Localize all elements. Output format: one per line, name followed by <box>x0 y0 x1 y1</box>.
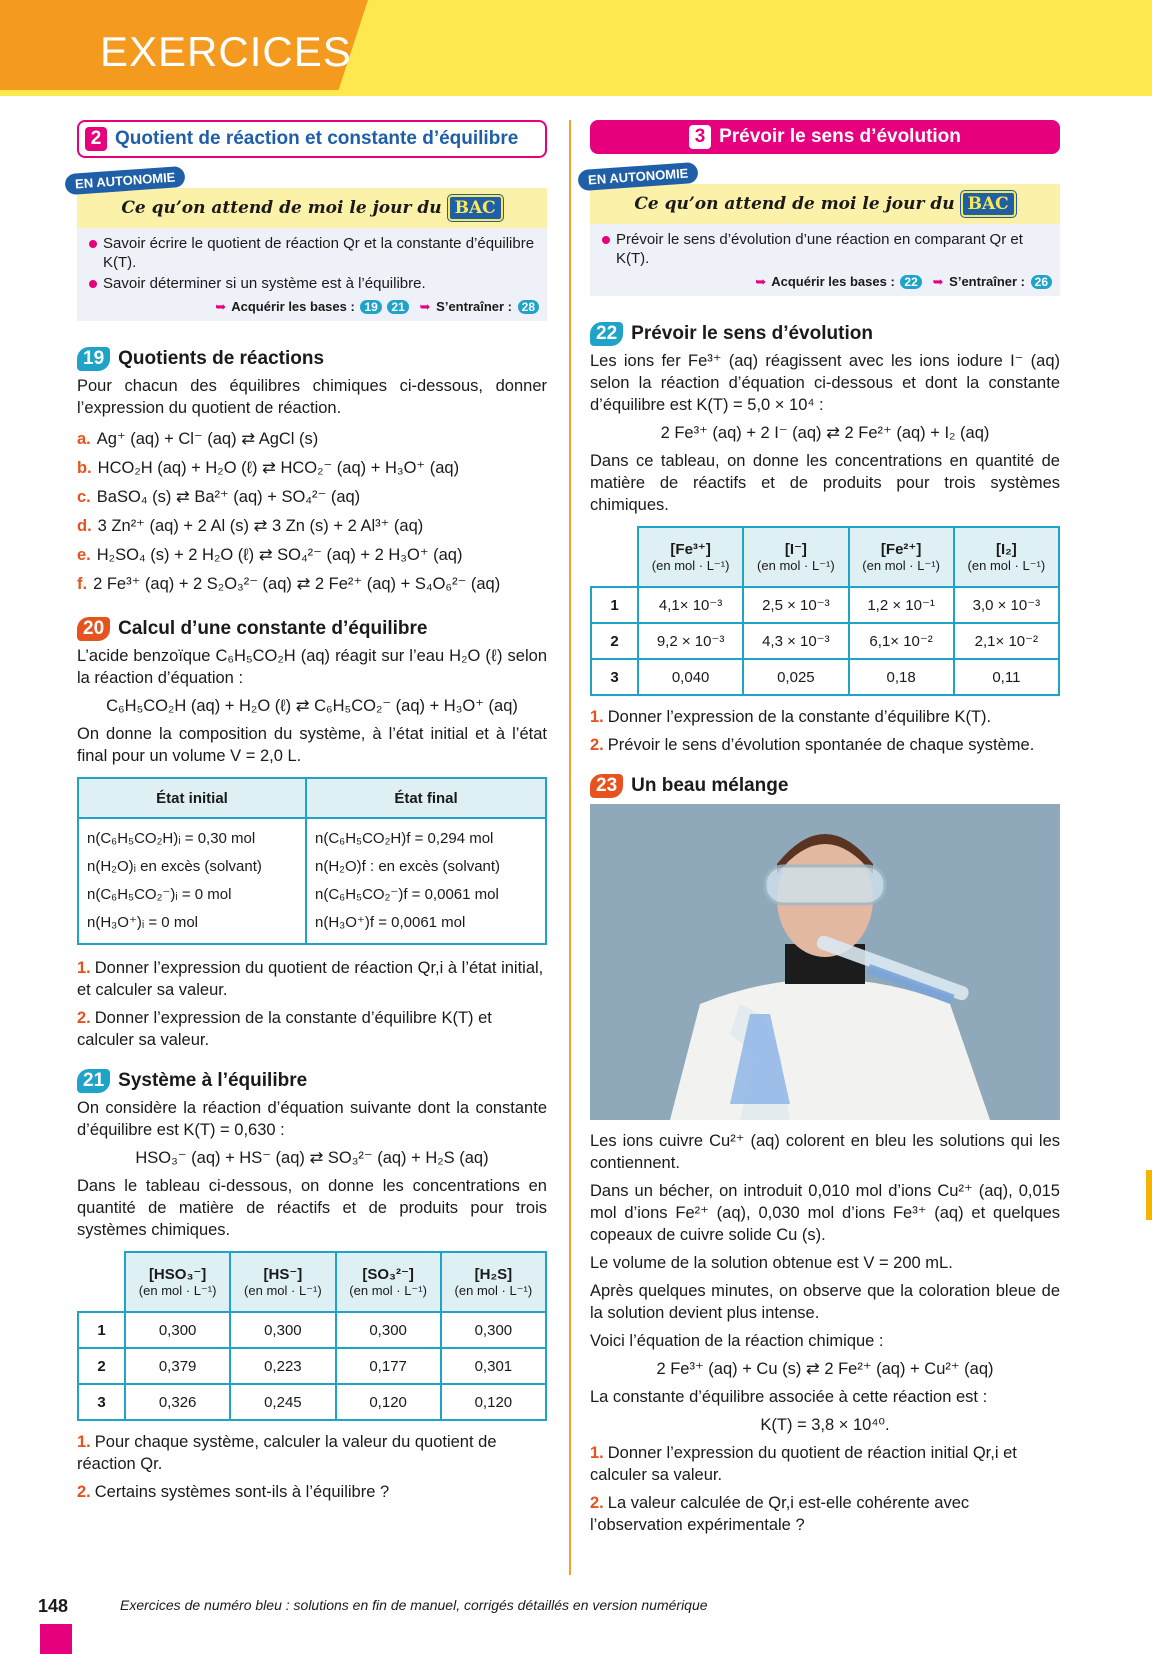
table-cell: 4,3 × 10⁻³ <box>743 623 848 659</box>
page-marker <box>40 1624 72 1654</box>
question-text: La valeur calculée de Qr,i est-elle cohérente avec l’observation expérimentale ? <box>590 1494 970 1534</box>
equation-item <box>77 454 547 483</box>
objectives-list <box>590 224 1060 274</box>
section-3-header <box>590 120 1060 154</box>
cell-line: n(H₃O⁺)ᵢ = 0 mol <box>87 914 198 931</box>
header-species: [H₂S] <box>474 1265 513 1283</box>
item-label: e. <box>77 546 91 564</box>
equation: HCO₂H (aq) + H₂O (ℓ) ⇄ HCO₂⁻ (aq) + H₃O⁺ (aq) <box>97 459 460 477</box>
table-header <box>954 527 1059 587</box>
question-number: 1. <box>590 1444 604 1462</box>
acquerir-label: Acquérir les bases : <box>231 299 355 314</box>
empty-corner <box>78 1252 125 1312</box>
table-row <box>591 623 1059 659</box>
table-cell: 0,300 <box>336 1312 441 1348</box>
exercise-text: Dans un bécher, on introduit 0,010 mol d’ions Cu²⁺ (aq), 0,015 mol d’ions Fe²⁺ (aq), 0,030 mol d’ions Fe³⁺ (aq) et quelques copeaux de cuivre solide Cu (s). <box>590 1182 1060 1244</box>
exercise-title: Système à l’équilibre <box>118 1070 308 1091</box>
table-cell: 0,300 <box>441 1312 546 1348</box>
equation-list <box>77 425 547 599</box>
ref-badge[interactable]: 21 <box>387 300 408 314</box>
section-number: 3 <box>689 125 711 149</box>
question-number: 1. <box>590 708 604 726</box>
row-id: 1 <box>78 1312 125 1348</box>
table-row <box>591 659 1059 695</box>
equation: Ag⁺ (aq) + Cl⁻ (aq) ⇄ AgCl (s) <box>96 430 319 448</box>
table-cell <box>78 818 306 944</box>
exercise-title: Prévoir le sens d’évolution <box>631 323 873 344</box>
question <box>77 1431 547 1475</box>
exercise-text: Dans ce tableau, on donne les concentrations en quantité de matière de réactifs et de produits pour trois systèmes chimiques. <box>590 452 1060 514</box>
cell-line: n(C₆H₅CO₂H)f = 0,294 mol <box>315 830 494 847</box>
edge-marker <box>1146 1170 1152 1220</box>
table-cell: 0,120 <box>336 1384 441 1420</box>
ref-badge[interactable]: 28 <box>518 300 539 314</box>
table-header <box>230 1252 335 1312</box>
objective-item: Savoir écrire le quotient de réaction Qr et la constante d’équilibre K(T). <box>89 234 535 272</box>
question-text: Pour chaque système, calculer la valeur du quotient de réaction Qr. <box>77 1433 497 1473</box>
question-number: 1. <box>77 959 91 977</box>
left-column <box>74 120 547 1509</box>
table-header <box>638 527 743 587</box>
cell-line: n(C₆H₅CO₂⁻)ᵢ = 0 mol <box>87 886 232 903</box>
question <box>77 957 547 1001</box>
header-unit: (en mol · L⁻¹) <box>757 558 835 573</box>
composition-table <box>77 777 547 945</box>
header-unit: (en mol · L⁻¹) <box>349 1283 427 1298</box>
page-number: 148 <box>38 1596 69 1616</box>
table-cell: 3,0 × 10⁻³ <box>954 587 1059 623</box>
table-cell <box>306 818 546 944</box>
equation-item <box>77 512 547 541</box>
expectation-banner <box>590 184 1060 224</box>
cell-line: n(H₂O)f : en excès (solvant) <box>315 858 501 875</box>
table-cell: 0,245 <box>230 1384 335 1420</box>
arrow-icon: ➥ <box>755 274 767 289</box>
table-cell: 0,326 <box>125 1384 230 1420</box>
question <box>77 1007 547 1051</box>
exercise-text: Dans le tableau ci-dessous, on donne les concentrations en quantité de matière de réactifs et de produits pour trois systèmes chimiques. <box>77 1177 547 1239</box>
table-cell: 9,2 × 10⁻³ <box>638 623 743 659</box>
autonomie-tag: EN AUTONOMIE <box>577 162 699 191</box>
item-label: b. <box>77 459 92 477</box>
table-cell: 0,040 <box>638 659 743 695</box>
exercise-intro: On considère la réaction d’équation suivante dont la constante d’équilibre est K(T) = 0,630 : <box>77 1099 547 1139</box>
section-title: Quotient de réaction et constante d’équilibre <box>115 128 519 149</box>
table-row <box>591 587 1059 623</box>
expectation-text: Ce qu’on attend de moi le jour du <box>634 194 955 214</box>
exercise-19-header <box>77 347 547 371</box>
question <box>590 706 1060 728</box>
equation-item <box>77 541 547 570</box>
exercise-title: Un beau mélange <box>631 775 789 796</box>
item-label: c. <box>77 488 91 506</box>
header-unit: (en mol · L⁻¹) <box>138 1283 217 1298</box>
autonomie-tag: EN AUTONOMIE <box>64 166 186 195</box>
equation-item <box>77 483 547 512</box>
table-cell: 4,1× 10⁻³ <box>638 587 743 623</box>
table-row <box>78 1384 546 1420</box>
item-label: d. <box>77 517 92 535</box>
equation: 2 Fe³⁺ (aq) + 2 I⁻ (aq) ⇄ 2 Fe²⁺ (aq) + I₂ (aq) <box>660 424 990 442</box>
exercise-number: 21 <box>77 1069 110 1093</box>
exercise-title: Calcul d’une constante d’équilibre <box>118 618 428 639</box>
item-label: a. <box>77 430 91 448</box>
header-species: [HSO₃⁻] <box>148 1266 207 1283</box>
entrainer-label: S’entraîner : <box>949 274 1026 289</box>
table-header <box>743 527 848 587</box>
table-header: État final <box>306 778 546 818</box>
question-number: 2. <box>77 1009 91 1027</box>
cell-line: n(C₆H₅CO₂⁻)f = 0,0061 mol <box>315 886 499 903</box>
question-text: Certains systèmes sont-ils à l’équilibre ? <box>94 1483 390 1501</box>
equation: 2 Fe³⁺ (aq) + 2 S₂O₃²⁻ (aq) ⇄ 2 Fe²⁺ (aq) + S₄O₆²⁻ (aq) <box>93 575 501 593</box>
table-cell: 0,300 <box>230 1312 335 1348</box>
empty-corner <box>591 527 638 587</box>
exercise-21-header <box>77 1069 547 1093</box>
header-species: [Fe²⁺] <box>880 541 922 558</box>
equation: C₆H₅CO₂H (aq) + H₂O (ℓ) ⇄ C₆H₅CO₂⁻ (aq) + H₃O⁺ (aq) <box>106 697 518 715</box>
arrow-icon: ➥ <box>932 274 944 289</box>
table-cell: 0,301 <box>441 1348 546 1384</box>
question <box>77 1481 547 1503</box>
table-cell: 0,177 <box>336 1348 441 1384</box>
arrow-icon: ➥ <box>419 299 431 314</box>
autonomie-box <box>587 165 1060 296</box>
question <box>590 1492 1060 1536</box>
table-cell: 0,11 <box>954 659 1059 695</box>
equation: HSO₃⁻ (aq) + HS⁻ (aq) ⇄ SO₃²⁻ (aq) + H₂S (aq) <box>135 1149 489 1167</box>
right-column <box>587 120 1060 1542</box>
header-species: [HS⁻] <box>263 1266 303 1283</box>
references <box>77 299 547 321</box>
exercise-text: La constante d’équilibre associée à cette réaction est : <box>590 1388 988 1406</box>
column-divider <box>569 120 571 1575</box>
header-unit: (en mol · L⁻¹) <box>454 1282 533 1298</box>
question-text: Donner l’expression du quotient de réaction initial Qr,i et calculer sa valeur. <box>590 1444 1017 1484</box>
exercise-number: 20 <box>77 617 110 641</box>
row-id: 3 <box>78 1384 125 1420</box>
table-row <box>78 1312 546 1348</box>
question-number: 1. <box>77 1433 91 1451</box>
header-unit: (en mol · L⁻¹) <box>651 558 730 573</box>
question-text: Donner l’expression du quotient de réaction Qr,i à l’état initial, et calculer sa valeur. <box>77 959 544 999</box>
question-number: 2. <box>590 1494 604 1512</box>
exercise-22-header <box>590 322 1060 346</box>
row-id: 3 <box>591 659 638 695</box>
row-id: 2 <box>78 1348 125 1384</box>
concentration-table <box>77 1251 547 1421</box>
table-cell: 1,2 × 10⁻¹ <box>849 587 954 623</box>
equation: BaSO₄ (s) ⇄ Ba²⁺ (aq) + SO₄²⁻ (aq) <box>96 488 361 506</box>
table-header <box>336 1252 441 1312</box>
page-title: EXERCICES <box>100 28 352 75</box>
question <box>590 1442 1060 1486</box>
arrow-icon: ➥ <box>215 299 227 314</box>
references <box>590 274 1060 296</box>
bac-logo: BAC <box>961 191 1016 217</box>
header-species: [I⁻] <box>784 541 807 558</box>
ref-badge[interactable]: 26 <box>1031 275 1052 289</box>
table-cell: 0,379 <box>125 1348 230 1384</box>
row-id: 2 <box>591 623 638 659</box>
table-header <box>441 1252 546 1312</box>
table-cell: 0,18 <box>849 659 954 695</box>
equation-item <box>77 425 547 454</box>
section-2-header <box>77 120 547 158</box>
exercise-title: Quotients de réactions <box>118 348 325 369</box>
exercise-number: 22 <box>590 322 623 346</box>
exercise-text: Après quelques minutes, on observe que la coloration bleue de la solution devient plus intense. <box>590 1282 1060 1322</box>
question-text: Prévoir le sens d’évolution spontanée de chaque système. <box>607 736 1035 754</box>
photo-illustration <box>590 804 1060 1120</box>
header-unit: (en mol · L⁻¹) <box>244 1283 322 1298</box>
item-label: f. <box>77 575 88 593</box>
question-text: Donner l’expression de la constante d’équilibre K(T) et calculer sa valeur. <box>77 1009 492 1049</box>
table-header <box>849 527 954 587</box>
exercise-23-header <box>590 774 1060 798</box>
exercise-intro: L’acide benzoïque C₆H₅CO₂H (aq) réagit sur l’eau H₂O (ℓ) selon la réaction d’équation : <box>77 647 547 687</box>
acquerir-label: Acquérir les bases : <box>771 274 895 289</box>
exercise-intro: Pour chacun des équilibres chimiques ci-dessous, donner l’expression du quotient de réaction. <box>77 377 547 417</box>
bac-logo: BAC <box>448 195 503 221</box>
table-cell: 0,025 <box>743 659 848 695</box>
exercise-number: 19 <box>77 347 110 371</box>
table-cell: 2,5 × 10⁻³ <box>743 587 848 623</box>
question-text: Donner l’expression de la constante d’équilibre K(T). <box>607 708 992 726</box>
question-number: 2. <box>590 736 604 754</box>
objective-item: Prévoir le sens d’évolution d’une réaction en comparant Qr et K(T). <box>602 230 1048 268</box>
question <box>590 734 1060 756</box>
table-cell: 2,1× 10⁻² <box>954 623 1059 659</box>
table-cell: 0,120 <box>441 1384 546 1420</box>
exercise-number: 23 <box>590 774 623 798</box>
cell-line: n(C₆H₅CO₂H)ᵢ = 0,30 mol <box>87 830 256 847</box>
autonomie-box <box>74 169 547 321</box>
row-id: 1 <box>591 587 638 623</box>
objective-item: Savoir déterminer si un système est à l’équilibre. <box>89 274 535 293</box>
concentration-table <box>590 526 1060 696</box>
table-cell: 0,223 <box>230 1348 335 1384</box>
table-cell: 6,1× 10⁻² <box>849 623 954 659</box>
table-header: État initial <box>78 778 306 818</box>
exercise-20-header <box>77 617 547 641</box>
exercise-text: On donne la composition du système, à l’état initial et à l’état final pour un volume V = 2,0 L. <box>77 725 547 765</box>
entrainer-label: S’entraîner : <box>436 299 513 314</box>
expectation-banner <box>77 188 547 228</box>
cell-line: n(H₃O⁺)f = 0,0061 mol <box>315 914 466 931</box>
section-number: 2 <box>85 127 107 151</box>
chemist-photo <box>590 804 1060 1120</box>
header-species: [I₂] <box>995 540 1017 558</box>
header-unit: (en mol · L⁻¹) <box>862 558 940 573</box>
equation-item <box>77 570 547 599</box>
question-number: 2. <box>77 1483 91 1501</box>
table-header <box>125 1252 230 1312</box>
cell-line: n(H₂O)ᵢ en excès (solvant) <box>87 858 262 875</box>
ref-badge[interactable]: 19 <box>360 300 381 314</box>
exercise-text: Voici l’équation de la réaction chimique : <box>590 1332 884 1350</box>
header-species: [Fe³⁺] <box>670 541 711 558</box>
expectation-text: Ce qu’on attend de moi le jour du <box>121 198 442 218</box>
table-row <box>78 1348 546 1384</box>
header-unit: (en mol · L⁻¹) <box>967 557 1046 573</box>
objectives-list <box>77 228 547 299</box>
ref-badge[interactable]: 22 <box>900 275 921 289</box>
footer-note: Exercices de numéro bleu : solutions en fin de manuel, corrigés détaillés en version numérique <box>120 1597 708 1613</box>
exercise-text: Les ions cuivre Cu²⁺ (aq) colorent en bleu les solutions qui les contiennent. <box>590 1132 1060 1172</box>
equation: 3 Zn²⁺ (aq) + 2 Al (s) ⇄ 3 Zn (s) + 2 Al³⁺ (aq) <box>97 517 424 535</box>
equilibrium-constant: K(T) = 3,8 × 10⁴⁰. <box>760 1416 890 1434</box>
header-species: [SO₃²⁻] <box>362 1266 414 1283</box>
equation: H₂SO₄ (s) + 2 H₂O (ℓ) ⇄ SO₄²⁻ (aq) + 2 H₃O⁺ (aq) <box>96 546 463 564</box>
equation: 2 Fe³⁺ (aq) + Cu (s) ⇄ 2 Fe²⁺ (aq) + Cu²⁺ (aq) <box>656 1360 994 1378</box>
section-title: Prévoir le sens d’évolution <box>719 126 961 147</box>
exercise-text: Le volume de la solution obtenue est V = 200 mL. <box>590 1254 953 1272</box>
exercise-intro: Les ions fer Fe³⁺ (aq) réagissent avec les ions iodure I⁻ (aq) selon la réaction d’équation ci-dessous et dont la constante d’équilibre est K(T) = 5,0 × 10⁴ : <box>590 352 1060 414</box>
table-cell: 0,300 <box>125 1312 230 1348</box>
